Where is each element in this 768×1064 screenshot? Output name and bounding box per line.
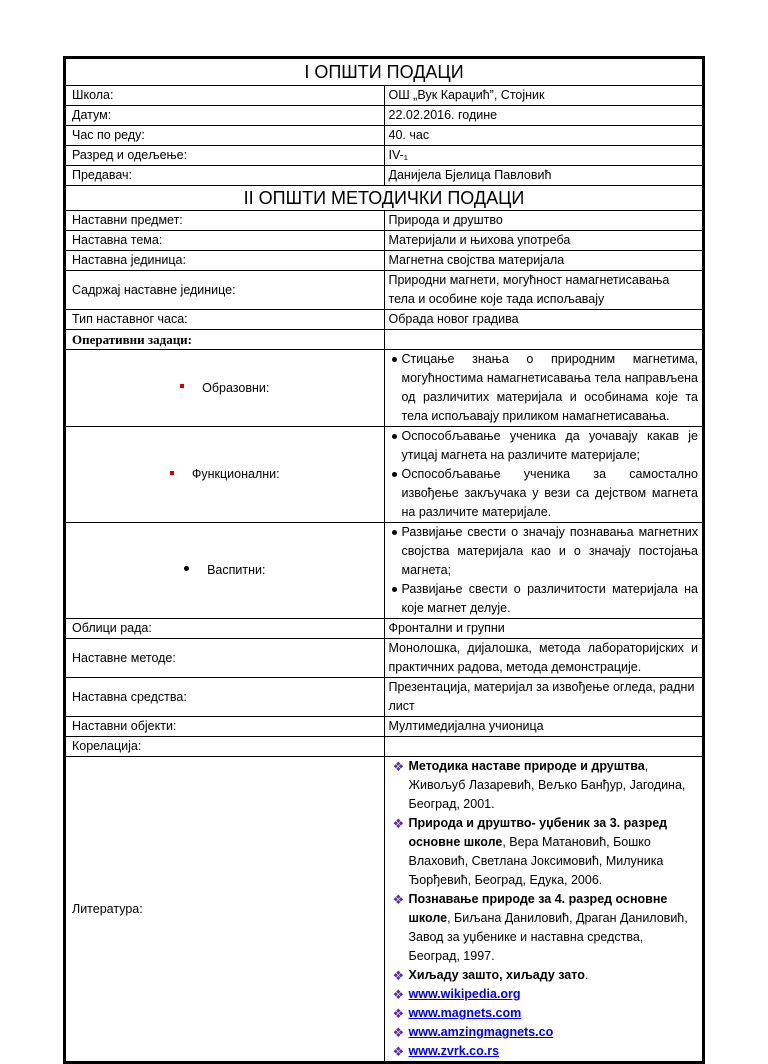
lesson-plan-document — [63, 56, 705, 1064]
list-item — [389, 890, 699, 966]
table-row — [66, 271, 703, 310]
content-label: Садржај наставне јединице: — [66, 271, 385, 310]
lesson-number-value: 40. час — [384, 126, 703, 146]
list-item — [389, 966, 699, 985]
school-value: ОШ „Вук Караџић”, Стојник — [384, 86, 703, 106]
red-square-bullet-icon — [180, 384, 184, 388]
educational-cell — [66, 350, 385, 427]
zvrk-link[interactable]: www.zvrk.co.rs — [408, 1044, 500, 1058]
table-row — [66, 330, 703, 350]
table-row — [66, 166, 703, 186]
table-row — [66, 126, 703, 146]
resources-value: Презентација, материјал за извођење огледа, радни лист — [384, 678, 703, 717]
operative-tasks-label: Оперативни задаци: — [66, 330, 385, 350]
functional-label: Функционални: — [191, 467, 280, 481]
book-title: Хиљаду зашто, хиљаду зато — [408, 968, 585, 982]
educational-value — [384, 350, 703, 427]
operative-tasks-value — [384, 330, 703, 350]
correlation-value — [384, 737, 703, 757]
table-row — [66, 717, 703, 737]
table-row — [66, 106, 703, 126]
grade-label: Разред и одељење: — [66, 146, 385, 166]
book-title: Методика наставе природе и друштва — [408, 759, 645, 773]
table-row — [66, 251, 703, 271]
table-row — [66, 523, 703, 619]
upbringing-value — [384, 523, 703, 619]
table-row — [66, 757, 703, 1062]
diamond-bullet-icon: ❖ — [392, 1006, 405, 1021]
table-row — [66, 427, 703, 523]
list-item: Развијање свести о значају познавања магнетних својства материјала као и о значају постојања магнета; — [389, 523, 699, 580]
teacher-label: Предавач: — [66, 166, 385, 186]
book-details: , Биљана Даниловић, Драган Даниловић, Завод за уџбенике и наставна средства, Београд, 1997. — [408, 911, 688, 963]
diamond-bullet-icon: ❖ — [392, 759, 405, 774]
work-forms-label: Облици рада: — [66, 619, 385, 639]
diamond-bullet-icon: ❖ — [392, 987, 405, 1002]
school-label: Школа: — [66, 86, 385, 106]
facilities-label: Наставни објекти: — [66, 717, 385, 737]
diamond-bullet-icon: ❖ — [392, 968, 405, 983]
list-item — [389, 1042, 699, 1061]
table-row — [66, 146, 703, 166]
table-row — [66, 619, 703, 639]
unit-value: Магнетна својства материјала — [384, 251, 703, 271]
wikipedia-link[interactable]: www.wikipedia.org — [408, 987, 521, 1001]
list-item — [389, 1004, 699, 1023]
table-row — [66, 310, 703, 330]
book-details: , Живољуб Лазаревић, Вељко Банђур, Јагодина, Београд, 2001. — [408, 759, 686, 811]
table-row — [66, 737, 703, 757]
literature-label: Литература: — [66, 757, 385, 1062]
book-title: Природа и друштво- уџбеник за 3. разред основне школе — [408, 816, 668, 849]
table-row — [66, 86, 703, 106]
functional-value — [384, 427, 703, 523]
date-value: 22.02.2016. године — [384, 106, 703, 126]
list-item — [389, 757, 699, 814]
diamond-bullet-icon: ❖ — [392, 816, 405, 831]
date-label: Датум: — [66, 106, 385, 126]
magnets-link[interactable]: www.magnets.com — [408, 1006, 522, 1020]
literature-value — [384, 757, 703, 1062]
table-row — [66, 678, 703, 717]
work-forms-value: Фронтални и групни — [384, 619, 703, 639]
red-square-bullet-icon — [170, 471, 174, 475]
subject-label: Наставни предмет: — [66, 211, 385, 231]
grade-value: IV-₁ — [384, 146, 703, 166]
section1-title: I ОПШТИ ПОДАЦИ — [66, 59, 703, 86]
methods-label: Наставне методе: — [66, 639, 385, 678]
upbringing-label: Васпитни: — [207, 563, 266, 577]
topic-value: Материјали и њихова употреба — [384, 231, 703, 251]
teacher-value: Данијела Бјелица Павловић — [384, 166, 703, 186]
diamond-bullet-icon: ❖ — [392, 1025, 405, 1040]
table-row — [66, 639, 703, 678]
round-bullet-icon — [184, 566, 189, 571]
list-item: Развијање свести о различитости материјала на које магнет делује. — [389, 580, 699, 618]
lesson-number-label: Час по реду: — [66, 126, 385, 146]
functional-cell — [66, 427, 385, 523]
table-row — [66, 350, 703, 427]
book-title: Познавање природе за 4. разред основне школе — [408, 892, 668, 925]
content-value: Природни магнети, могућност намагнетисавања тела и особине које тада испољавају — [384, 271, 703, 310]
amzingmagnets-link[interactable]: www.amzingmagnets.co — [408, 1025, 554, 1039]
methods-value: Монолошка, дијалошка, метода лабораторијских и практичних радова, метода демонстрације. — [384, 639, 703, 678]
table-row — [66, 211, 703, 231]
list-item: Оспособљавање ученика за самостално извођење закључака у вези са дејством магнета на различите материјале. — [389, 465, 699, 522]
topic-label: Наставна тема: — [66, 231, 385, 251]
unit-label: Наставна јединица: — [66, 251, 385, 271]
list-item — [389, 814, 699, 890]
lesson-type-label: Тип наставног часа: — [66, 310, 385, 330]
diamond-bullet-icon: ❖ — [392, 892, 405, 907]
subject-value: Природа и друштво — [384, 211, 703, 231]
list-item — [389, 985, 699, 1004]
book-details: , Вера Матановић, Бошко Влаховић, Светлана Јоксимовић, Милуника Ђорђевић, Београд, Едука, 2006. — [408, 835, 664, 887]
lesson-plan-table — [65, 58, 703, 1062]
upbringing-cell — [66, 523, 385, 619]
list-item: Стицање знања о природним магнетима, могућностима намагнетисавања тела направљена од различитих материјала и особинама које та тела испољавају приликом намагнетисавања. — [389, 350, 699, 426]
list-item — [389, 1023, 699, 1042]
resources-label: Наставна средства: — [66, 678, 385, 717]
facilities-value: Мултимедијална учионица — [384, 717, 703, 737]
list-item: Оспособљавање ученика да уочавају какав је утицај магнета на различите материјале; — [389, 427, 699, 465]
educational-label: Образовни: — [202, 380, 270, 395]
table-row — [66, 231, 703, 251]
book-details: . — [584, 968, 589, 982]
diamond-bullet-icon: ❖ — [392, 1044, 405, 1059]
section2-title: II ОПШТИ МЕТОДИЧКИ ПОДАЦИ — [66, 186, 703, 211]
correlation-label: Корелација: — [66, 737, 385, 757]
lesson-type-value: Обрада новог градива — [384, 310, 703, 330]
